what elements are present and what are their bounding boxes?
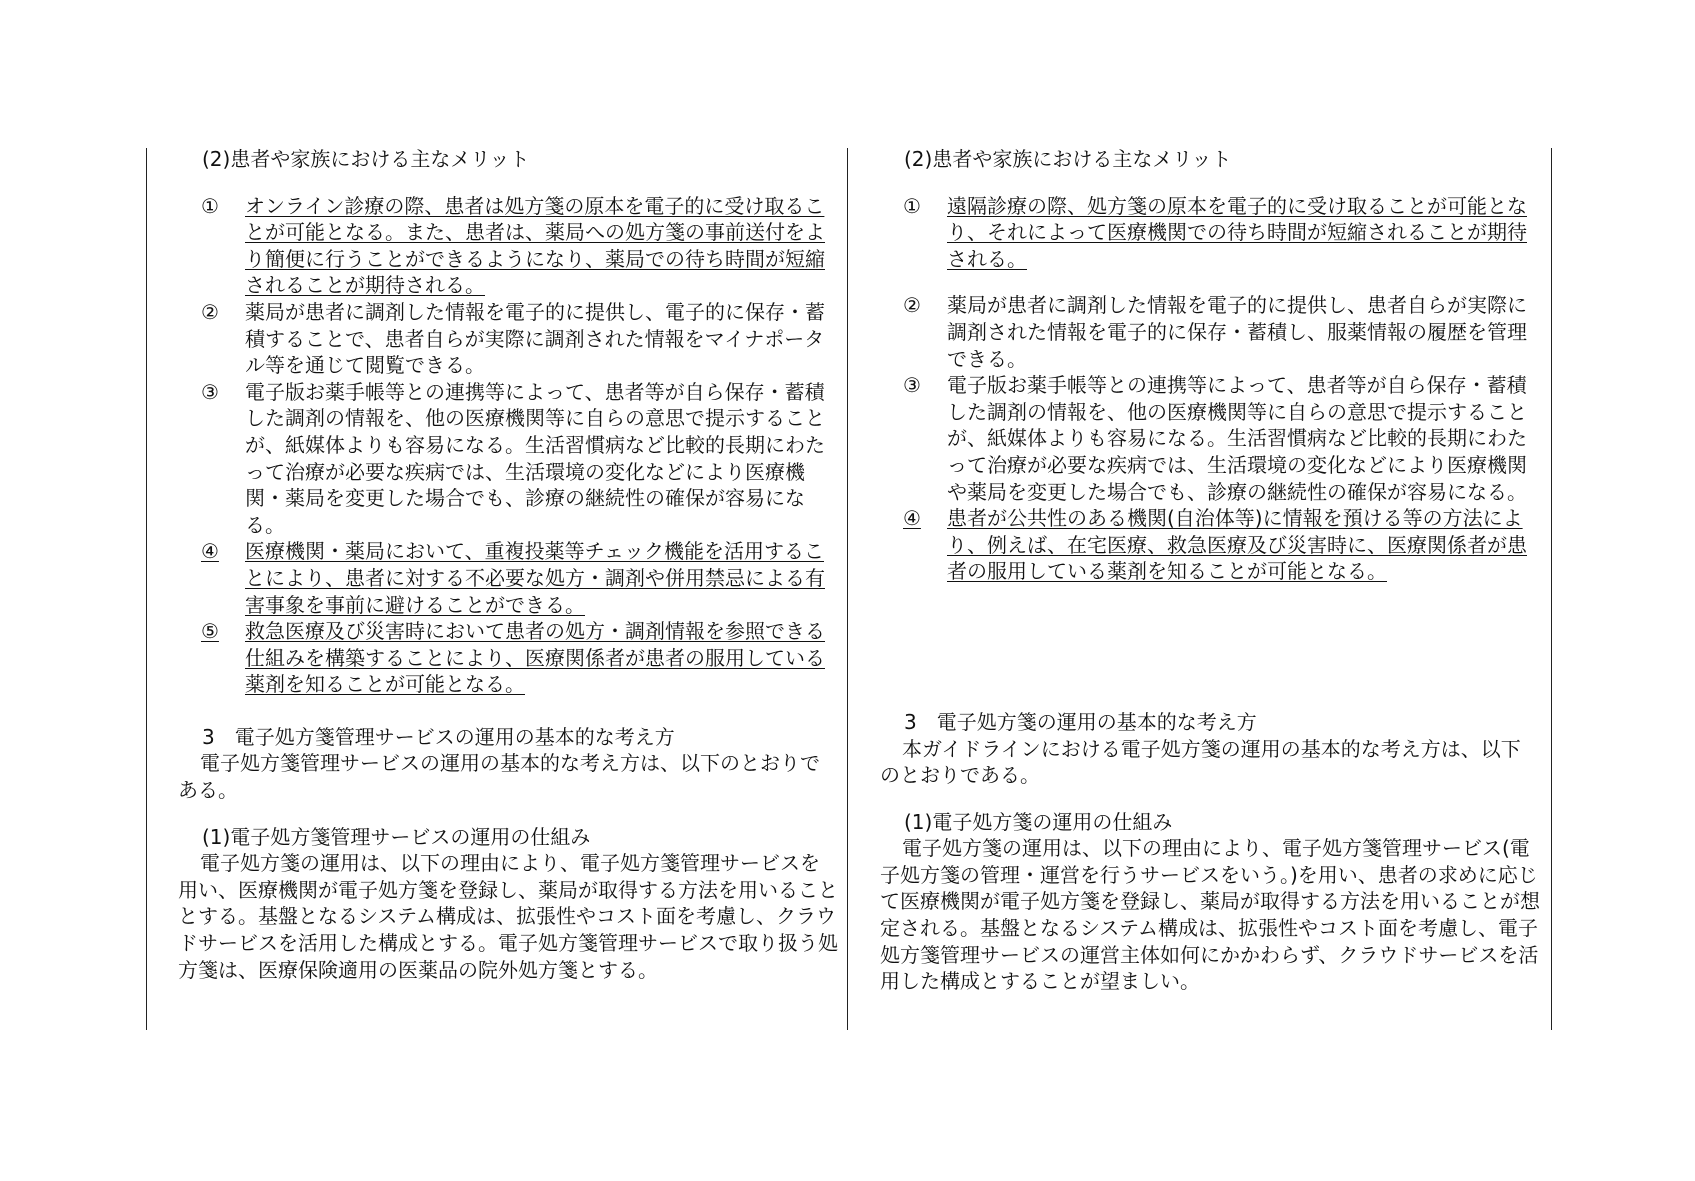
left-item-2 [178, 299, 838, 379]
left-item-4 [178, 538, 838, 618]
item-text: 電子版お薬手帳等との連携等によって、患者等が自ら保存・蓄積した調剤の情報を、他の医療機関等に自らの意思で提示することが、紙媒体よりも容易になる。生活習慣病など比較的長期にわたって治療が必要な疾病では、生活環境の変化などにより医療機関や薬局を変更した場合でも、診療の継続性の確保が容易になる。 [947, 373, 1527, 504]
item-text: 患者が公共性のある機関(自治体等)に情報を預ける等の方法により、例えば、在宅医療、救急医療及び災害時に、医療関係者が患者の服用している薬剤を知ることが可能となる。 [947, 506, 1527, 584]
right-section-3-title: 3 電子処方箋の運用の基本的な考え方 [904, 709, 1257, 734]
item-number: ① [201, 193, 219, 218]
left-section-heading: (2)患者や家族における主なメリット [202, 147, 530, 171]
item-number: ③ [201, 379, 219, 404]
left-subsection-1-text: 電子処方箋の運用は、以下の理由により、電子処方箋管理サービスを用い、医療機関が電子処方箋を登録し、薬局が取得する方法を用いることとする。基盤となるシステム構成は、拡張性やコスト面を考慮し、クラウドサービスを活用した構成とする。電子処方箋管理サービスで取り扱う処方箋は、医療保険適用の医薬品の院外処方箋とする。 [178, 851, 838, 982]
right-border-line [1551, 148, 1552, 1030]
right-subsection-1-text: 電子処方箋の運用は、以下の理由により、電子処方箋管理サービス(電子処方箋の管理・運営を行うサービスをいう。)を用い、患者の求めに応じて医療機関が電子処方箋を登録し、薬局が取得する方法を用いることが想定される。基盤となるシステム構成は、拡張性やコスト面を考慮し、電子処方箋管理サービスの運営主体如何にかかわらず、クラウドサービスを活用した構成とすることが望ましい。 [880, 836, 1540, 994]
item-number: ⑤ [201, 619, 219, 644]
left-column [178, 146, 838, 983]
item-number: ③ [903, 373, 921, 398]
left-item-1 [178, 193, 838, 299]
right-section-3-text: 本ガイドラインにおける電子処方箋の運用の基本的な考え方は、以下のとおりである。 [880, 736, 1521, 788]
item-number: ④ [903, 506, 921, 531]
item-text: 薬局が患者に調剤した情報を電子的に提供し、電子的に保存・蓄積することで、患者自らが実際に調剤された情報をマイナポータル等を通じて閲覧できる。 [245, 299, 825, 378]
right-item-1 [880, 193, 1540, 273]
right-section-heading: (2)患者や家族における主なメリット [904, 147, 1232, 171]
left-border-line [146, 148, 147, 1030]
item-number: ① [903, 193, 921, 218]
left-section-3-text: 電子処方箋管理サービスの運用の基本的な考え方は、以下のとおりである。 [178, 751, 820, 803]
center-divider-line [847, 148, 848, 1030]
left-subsection-1-title: (1)電子処方箋管理サービスの運用の仕組み [202, 824, 591, 849]
item-number: ④ [201, 539, 219, 564]
right-subsection-1-title: (1)電子処方箋の運用の仕組み [904, 809, 1173, 834]
item-number: ② [201, 299, 219, 324]
item-number: ② [903, 293, 921, 318]
item-text: 遠隔診療の際、処方箋の原本を電子的に受け取ることが可能となり、それによって医療機関での待ち時間が短縮されることが期待される。 [947, 193, 1527, 271]
right-item-3 [880, 372, 1540, 505]
item-text: オンライン診療の際、患者は処方箋の原本を電子的に受け取ることが可能となる。また、患者は、薬局への処方箋の事前送付をより簡便に行うことができるようになり、薬局での待ち時間が短縮されることが期待される。 [245, 193, 825, 298]
left-item-5 [178, 618, 838, 698]
right-item-4 [880, 505, 1540, 585]
right-column [880, 146, 1540, 995]
item-text: 医療機関・薬局において、重複投薬等チェック機能を活用することにより、患者に対する不必要な処方・調剤や併用禁忌による有害事象を事前に避けることができる。 [245, 539, 825, 617]
right-item-2 [880, 292, 1540, 372]
left-section-3-title: 3 電子処方箋管理サービスの運用の基本的な考え方 [202, 724, 675, 749]
item-text: 薬局が患者に調剤した情報を電子的に提供し、患者自らが実際に調剤された情報を電子的に保存・蓄積し、服薬情報の履歴を管理できる。 [947, 293, 1527, 371]
left-item-3 [178, 379, 838, 539]
item-text: 救急医療及び災害時において患者の処方・調剤情報を参照できる仕組みを構築することにより、医療関係者が患者の服用している薬剤を知ることが可能となる。 [245, 619, 825, 697]
item-text: 電子版お薬手帳等との連携等によって、患者等が自ら保存・蓄積した調剤の情報を、他の医療機関等に自らの意思で提示することが、紙媒体よりも容易になる。生活習慣病など比較的長期にわたって治療が必要な疾病では、生活環境の変化などにより医療機関・薬局を変更した場合でも、診療の継続性の確保が容易になる。 [245, 379, 825, 537]
